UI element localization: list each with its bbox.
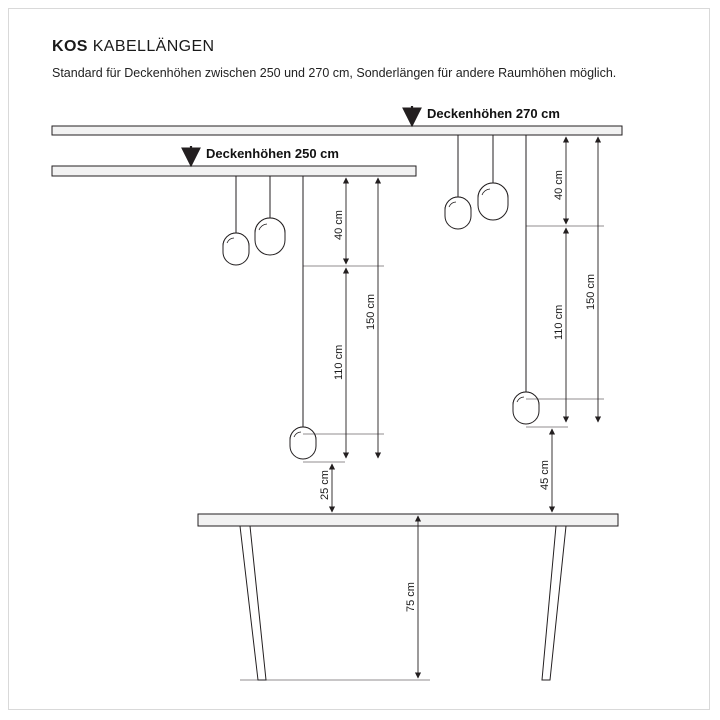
dim-75-table — [198, 514, 430, 680]
dim-45-right — [539, 429, 552, 512]
dim-110-left-label: 110 cm — [333, 344, 345, 380]
pendant-lamp-left-2 — [255, 176, 285, 255]
ceiling-270-label: Deckenhöhen 270 cm — [427, 106, 560, 121]
dim-40-right — [553, 137, 566, 224]
dim-110-right — [553, 228, 566, 422]
dim-110-left — [333, 268, 346, 458]
dim-150-right — [585, 137, 598, 422]
ceiling-270-label-group — [412, 106, 560, 124]
page-subtitle: Standard für Deckenhöhen zwischen 250 und 270 cm, Sonderlängen für andere Raumhöhen möglich. — [52, 66, 617, 80]
pendant-lamp-right-2 — [478, 135, 508, 220]
dim-25-left-label: 25 cm — [319, 470, 331, 500]
witness-lines-right — [526, 135, 604, 514]
pendant-lamp-left-3 — [290, 176, 316, 459]
dim-40-right-label: 40 cm — [553, 170, 565, 200]
dim-45-right-label: 45 cm — [539, 460, 551, 490]
ceiling-250-label: Deckenhöhen 250 cm — [206, 146, 339, 161]
dim-75-table-label: 75 cm — [405, 582, 417, 612]
pendant-lamp-right-3 — [513, 135, 539, 424]
dim-110-right-label: 110 cm — [553, 304, 565, 340]
page-title-subject: KABELLÄNGEN — [92, 38, 215, 55]
page-title-brand: KOS — [52, 38, 88, 55]
dim-40-left-label: 40 cm — [333, 210, 345, 240]
dim-150-right-label: 150 cm — [585, 273, 597, 310]
dim-150-left-label: 150 cm — [365, 293, 377, 330]
pendant-lamp-left-1 — [223, 176, 249, 265]
dim-40-left — [333, 178, 346, 264]
ceiling-slab-250 — [52, 166, 416, 176]
ceiling-slab-270 — [52, 126, 622, 135]
dim-25-left — [319, 464, 332, 512]
pendant-lamp-right-1 — [445, 135, 471, 229]
dim-150-left — [365, 178, 378, 458]
ceiling-250-label-group — [191, 146, 339, 164]
